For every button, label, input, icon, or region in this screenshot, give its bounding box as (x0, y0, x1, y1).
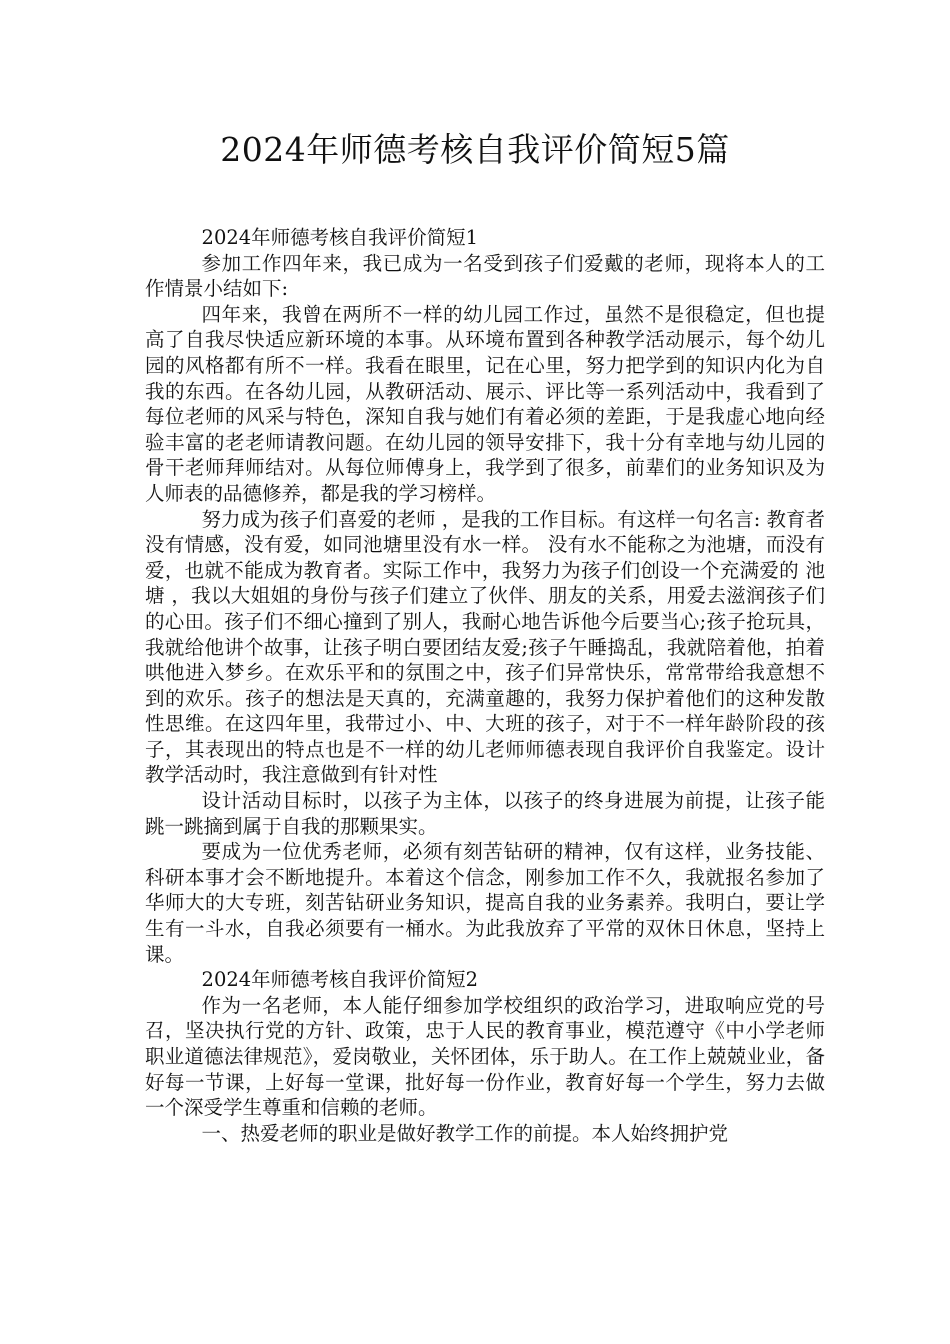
paragraph: 参加工作四年来，我已成为一名受到孩子们爱戴的老师，现将本人的工作情景小结如下: (145, 251, 825, 301)
paragraph: 一、热爱老师的职业是做好教学工作的前提。本人始终拥护党 (201, 1121, 729, 1145)
paragraph: 作为一名老师，本人能仔细参加学校组织的政治学习，进取响应党的号召，坚决执行党的方针、政策，忠于人民的教育事业，模范遵守《中小学老师职业道德法律规范》，爱岗敬业，关怀团体，乐于助人。在工作上兢兢业业，备好每一节课，上好每一堂课，批好每一份作业，教育好每一个学生，努力去做一个深受学生尊重和信赖的老师。 (145, 993, 825, 1120)
paragraph: 四年来，我曾在两所不一样的幼儿园工作过，虽然不是很稳定，但也提高了自我尽快适应新环境的本事。从环境布置到各种教学活动展示，每个幼儿园的风格都有所不一样。我看在眼里，记在心里，努力把学到的知识内化为自我的东西。在各幼儿园，从教研活动、展示、评比等一系列活动中，我看到了每位老师的风采与特色，深知自我与她们有着必须的差距，于是我虚心地向经验丰富的老老师请教问题。在幼儿园的领导安排下，我十分有幸地与幼儿园的骨干老师拜师结对。从每位师傅身上，我学到了很多，前辈们的业务知识及为人师表的品德修养，都是我的学习榜样。 (145, 302, 825, 505)
paragraph: 努力成为孩子们喜爱的老师 ，是我的工作目标。有这样一句名言: 教育者没有情感，没有爱，如同池塘里没有水一样。 没有水不能称之为池塘，而没有爱，也就不能成为教育者。实际工作中，我努力为孩子们创设一个充满爱的 池塘 ，我以大姐姐的身份与孩子们建立了伙伴、朋友的关系，用爱去滋润孩子们的心田。孩子们不细心撞到了别人，我耐心地告诉他今后要当心;孩子抢玩具，我就给他讲个故事，让孩子明白要团结友爱;孩子午睡捣乱，我就陪着他，拍着哄他进入梦乡。在欢乐平和的氛围之中，孩子们异常快乐，常常带给我意想不到的欢乐。孩子的想法是天真的，充满童趣的，我努力保护着他们的这种发散性思维。在这四年里，我带过小、中、大班的孩子，对于不一样年龄阶段的孩子，其表现出的特点也是不一样的幼儿老师师德表现自我评价自我鉴定。设计教学活动时，我注意做到有针对性 (145, 507, 826, 787)
paragraph: 设计活动目标时，以孩子为主体，以孩子的终身进展为前提，让孩子能跳一跳摘到属于自我的那颗果实。 (145, 789, 825, 838)
section-heading-2: 2024年师德考核自我评价简短2 (201, 968, 479, 992)
section-heading-1: 2024年师德考核自我评价简短1 (201, 226, 479, 249)
document-body (145, 225, 825, 1146)
paragraph: 要成为一位优秀老师，必须有刻苦钻研的精神，仅有这样，业务技能、科研本事才会不断地提升。本着这个信念，刚参加工作不久，我就报名参加了华师大的大专班，刻苦钻研业务知识，提高自我的业务素养。我明白，要让学生有一斗水，自我必须要有一桶水。为此我放弃了平常的双休日休息，坚持上课。 (145, 840, 825, 966)
document-title: 2024年师德考核自我评价简短5篇 (220, 130, 730, 169)
